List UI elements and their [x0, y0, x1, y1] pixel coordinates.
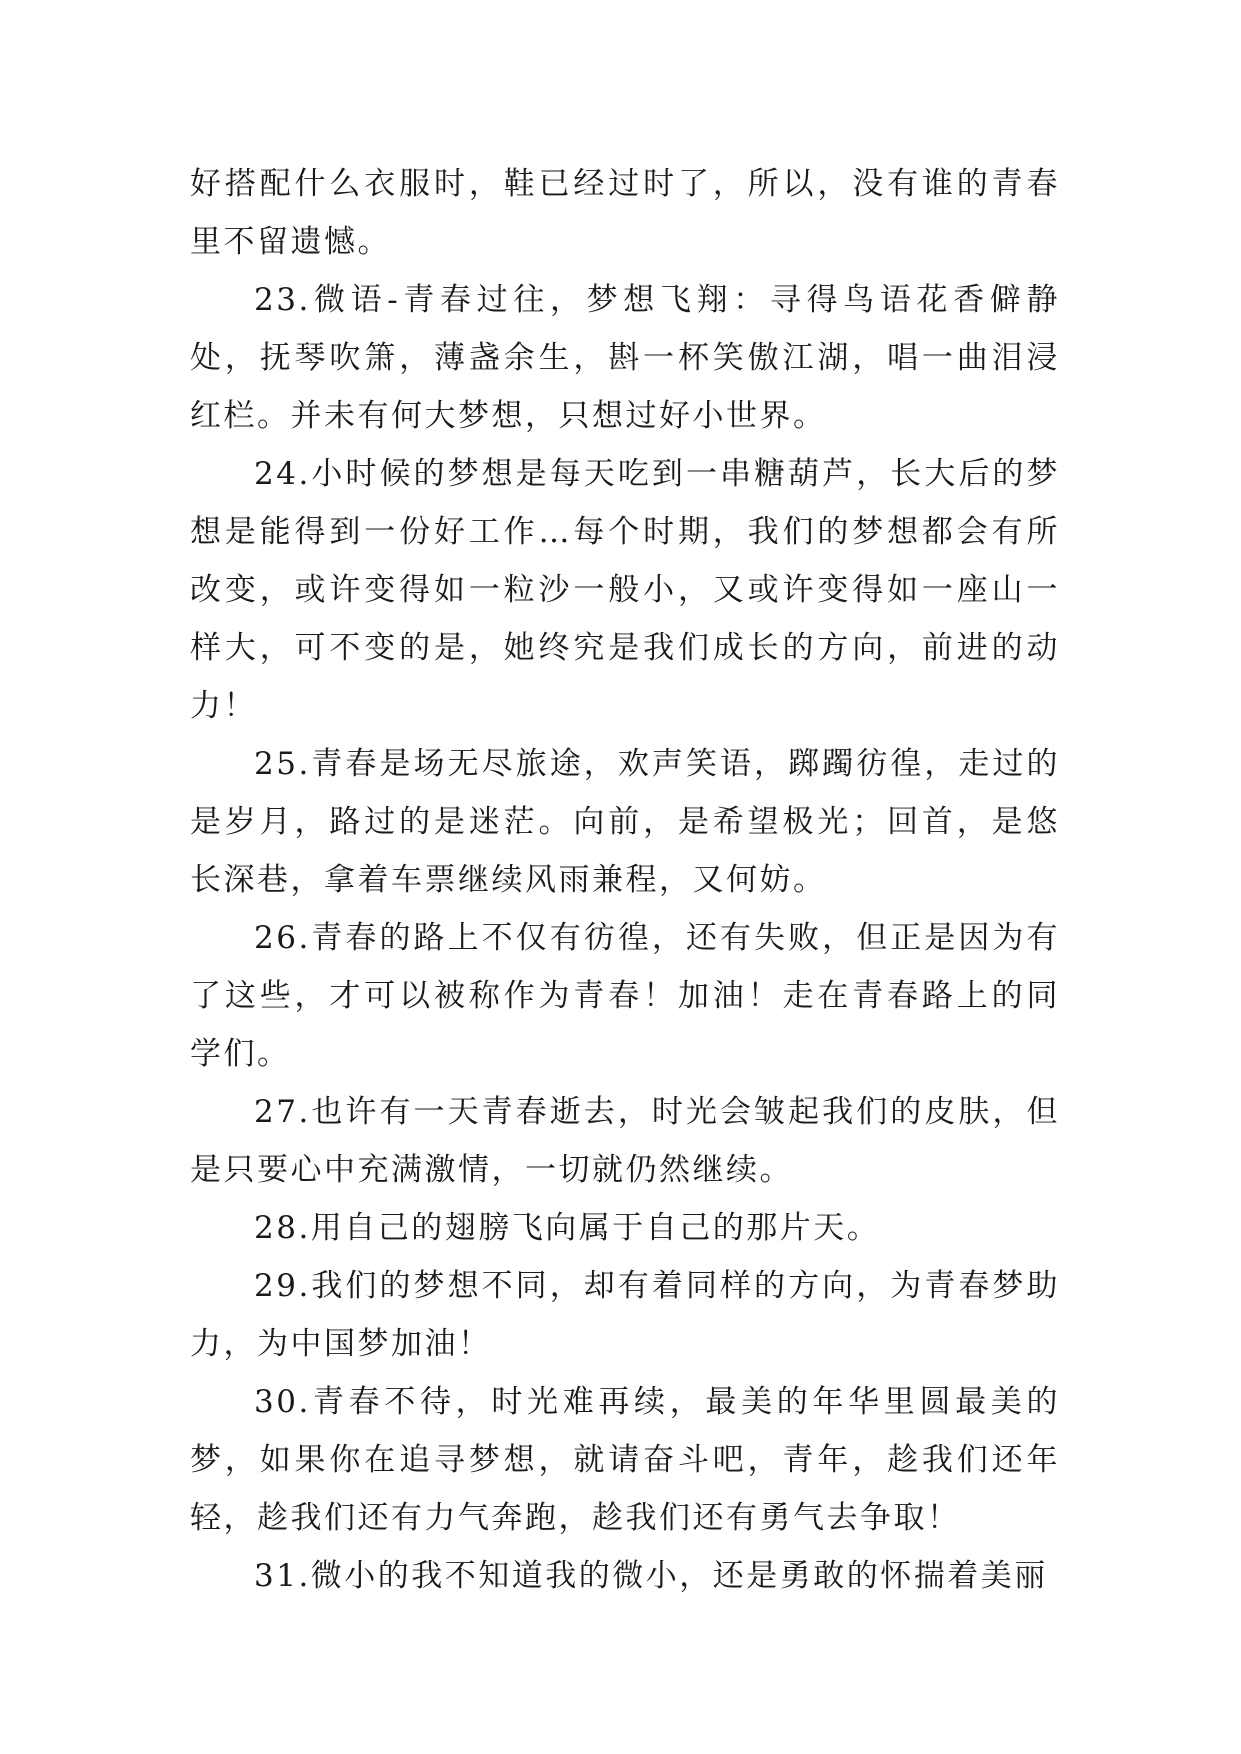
paragraph-27: 27.也许有一天青春逝去，时光会皱起我们的皮肤，但是只要心中充满激情，一切就仍然继续。: [190, 1094, 1060, 1188]
paragraph-28: 28.用自己的翅膀飞向属于自己的那片天。: [254, 1210, 881, 1246]
paragraph-31: 31.微小的我不知道我的微小，还是勇敢的怀揣着美丽: [254, 1558, 1048, 1594]
paragraph-29: 29.我们的梦想不同，却有着同样的方向，为青春梦助力，为中国梦加油！: [190, 1268, 1060, 1362]
document-body: [190, 155, 1060, 1605]
paragraph-30: 30.青春不待，时光难再续，最美的年华里圆最美的梦，如果你在追寻梦想，就请奋斗吧，青年，趁我们还年轻，趁我们还有力气奔跑，趁我们还有勇气去争取！: [190, 1384, 1060, 1536]
paragraph-23: 23.微语-青春过往，梦想飞翔：寻得鸟语花香僻静处，抚琴吹箫，薄盏余生，斟一杯笑傲江湖，唱一曲泪浸红栏。并未有何大梦想，只想过好小世界。: [190, 282, 1060, 434]
paragraph-continuation: 好搭配什么衣服时，鞋已经过时了，所以，没有谁的青春里不留遗憾。: [190, 166, 1060, 260]
paragraph-26: 26.青春的路上不仅有彷徨，还有失败，但正是因为有了这些，才可以被称作为青春！加油！走在青春路上的同学们。: [190, 920, 1060, 1072]
paragraph-24: 24.小时候的梦想是每天吃到一串糖葫芦，长大后的梦想是能得到一份好工作…每个时期，我们的梦想都会有所改变，或许变得如一粒沙一般小，又或许变得如一座山一样大，可不变的是，她终究是我们成长的方向，前进的动力！: [190, 456, 1060, 724]
paragraph-25: 25.青春是场无尽旅途，欢声笑语，踯躅彷徨，走过的是岁月，路过的是迷茫。向前，是希望极光；回首，是悠长深巷，拿着车票继续风雨兼程，又何妨。: [190, 746, 1060, 898]
